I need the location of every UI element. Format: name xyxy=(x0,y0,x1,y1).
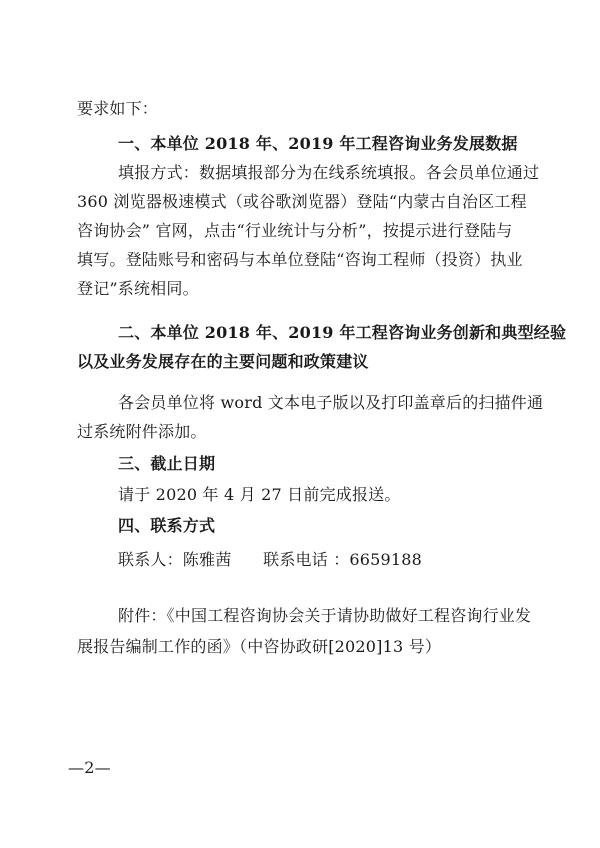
intro-text: 要求如下： xyxy=(77,99,159,118)
section-1-line: 登记”系统相同。 xyxy=(77,279,199,298)
section-1-line: 咨询协会” 官网，点击“行业统计与分析”，按提示进行登陆与 xyxy=(77,221,513,240)
page-number: —2— xyxy=(68,758,111,777)
section-1-line: 填写。登陆账号和密码与本单位登陆“咨询工程师（投资）执业 xyxy=(77,250,523,269)
contact-line: 联系人：陈雅茜 联系电话 ：6659188 xyxy=(118,550,423,569)
section-1-line: 360 浏览器极速模式（或谷歌浏览器）登陆“内蒙古自治区工程 xyxy=(77,192,527,211)
section-1-line: 填报方式：数据填报部分为在线系统填报。各会员单位通过 xyxy=(118,163,540,182)
section-2-heading: 二、本单位 2018 年、2019 年工程咨询业务创新和典型经验 xyxy=(118,323,567,342)
attachment-line: 展报告编制工作的函》（中咨协政研[2020]13 号） xyxy=(77,637,442,656)
section-2-line: 过系统附件添加。 xyxy=(77,422,207,441)
attachment-line: 附件：《中国工程咨询协会关于请协助做好工程咨询行业发 xyxy=(118,606,532,625)
section-2-line: 各会员单位将 word 文本电子版以及打印盖章后的扫描件通 xyxy=(118,393,544,412)
section-3-heading: 三、截止日期 xyxy=(118,454,216,473)
section-2-heading: 以及业务发展存在的主要问题和政策建议 xyxy=(77,352,369,371)
section-1-heading: 一、本单位 2018 年、2019 年工程咨询业务发展数据 xyxy=(118,134,518,153)
section-4-heading: 四、联系方式 xyxy=(118,516,216,535)
section-3-line: 请于 2020 年 4 月 27 日前完成报送。 xyxy=(118,485,401,504)
